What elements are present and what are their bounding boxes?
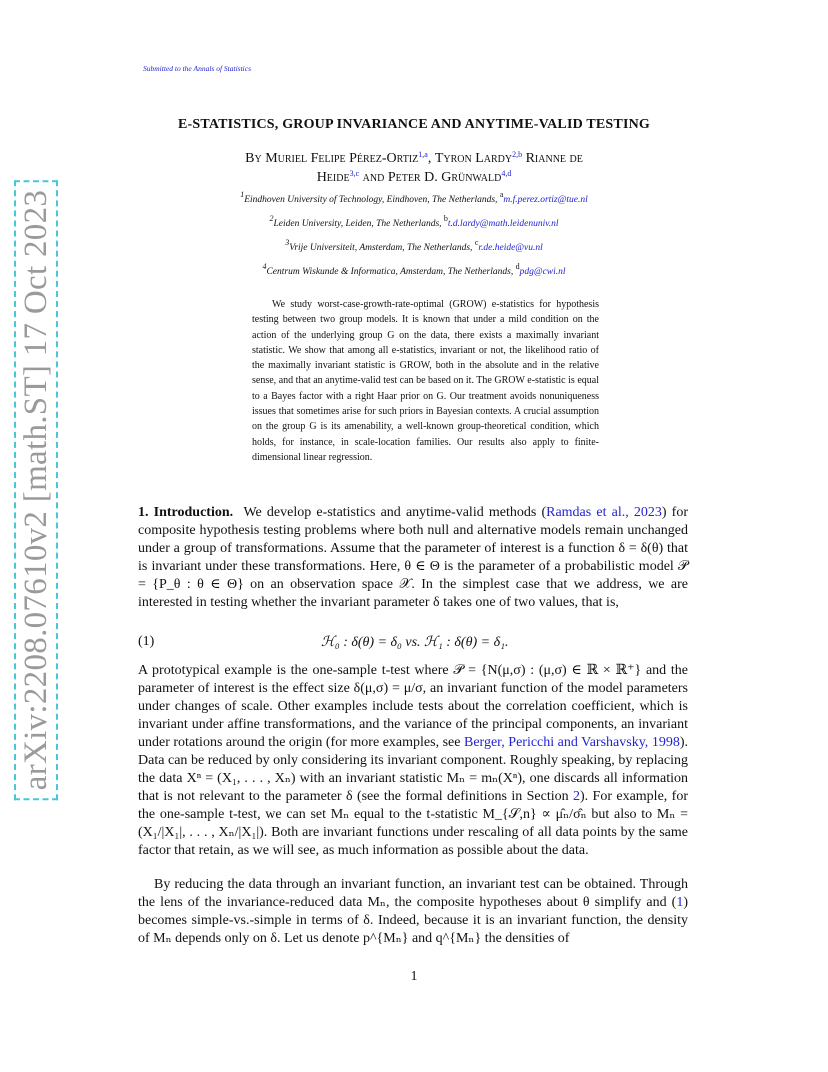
affiliation-3 — [100, 238, 728, 253]
affiliation-4-mark: d — [515, 262, 520, 271]
citation-ramdas[interactable]: Ramdas et al., 2023 — [546, 505, 662, 520]
intro-paragraph-3 — [138, 876, 688, 948]
intro-p2-text-b: ). Data can be reduced by only considering its invariant component. Roughly speaking, by replacing the data Xⁿ = (X₁, . . . , Xₙ) with an invariant statistic Mₙ = mₙ(Xⁿ), one discards all information that is not relevant to the parameter δ (see the formal definitions in Section — [138, 735, 688, 804]
author-1: Muriel Felipe Pérez-Ortiz — [265, 151, 419, 166]
affiliation-3-mark: c — [474, 238, 479, 247]
intro-p3-text-b: ) becomes simple-vs.-simple in terms of δ. Indeed, because it is an invariant function, the density of Mₙ depends only on δ. Let us denote p^{Mₙ} and q^{Mₙ} the densities of — [138, 895, 688, 946]
submitted-note: Submitted to the Annals of Statistics — [143, 64, 251, 73]
affiliation-4-text: Centrum Wiskunde & Informatica, Amsterdam, The Netherlands, — [266, 267, 514, 277]
section-ref-2[interactable]: 2 — [572, 789, 580, 804]
intro-paragraph-1 — [138, 504, 688, 612]
equation-1-number: (1) — [138, 634, 155, 649]
author-4-sup[interactable]: 4,d — [501, 169, 512, 178]
affiliation-4-email[interactable]: pdg@cwi.nl — [519, 267, 566, 277]
affiliation-2-email[interactable]: t.d.lardy@math.leidenuniv.nl — [447, 219, 559, 229]
author-2-sup[interactable]: 2,b — [512, 150, 523, 159]
abstract: We study worst-case-growth-rate-optimal (GROW) e-statistics for hypothesis testing between two group models. It is known that under a mild condition on the action of the underlying group G on the data, there exists a maximally invariant statistic. We show that among all e-statistics, invariant or not, the likelihood ratio of the maximally invariant statistic is GROW, both in the absolute and in the relative sense, and that an anytime-valid test can be based on it. The GROW e-statistic is equal to a Bayes factor with a right Haar prior on G. Our treatment avoids nonuniqueness issues that sometimes arise for such priors in Bayesian contexts. A crucial assumption on the group G is its amenability, a well-known group-theoretical condition, which holds, for instance, in scale-location families. Our results also apply to finite-dimensional linear regression. — [252, 299, 599, 463]
affiliation-1 — [100, 190, 728, 205]
by-word: By — [245, 151, 262, 166]
paper-title: E-STATISTICS, GROUP INVARIANCE AND ANYTIME-VALID TESTING — [177, 117, 651, 132]
intro-p2-text-c: ). For example, for the one-sample t-test, we can set Mₙ equal to the t-statistic M_{𝒮,n} ∝ μ̂ₙ/σ̂ₙ but also to Mₙ = (X₁/|X₁|, . . . , Xₙ/|X₁|). Both are invariant functions under rescaling of all data points by the same factor that retain, as we will see, as much information as possible about the data. — [138, 789, 688, 858]
affiliation-1-num: 1 — [240, 190, 245, 199]
affiliation-2-mark: b — [443, 214, 448, 223]
affiliation-3-num: 3 — [285, 238, 290, 247]
affiliation-1-email[interactable]: m.f.perez.ortiz@tue.nl — [503, 195, 588, 205]
intro-p3-text-a: By reducing the data through an invariant function, an invariant test can be obtained. Through the lens of the invariance-reduced data Mₙ, the composite hypotheses about θ simplify and ( — [138, 877, 688, 910]
affiliation-2 — [100, 214, 728, 229]
affiliation-3-text: Vrije Universiteit, Amsterdam, The Netherlands, — [289, 243, 473, 253]
section-heading: 1. Introduction. — [138, 505, 234, 520]
author-2: Tyron Lardy — [434, 151, 513, 166]
affiliation-2-text: Leiden University, Leiden, The Netherlands, — [273, 219, 442, 229]
intro-p1-text-b: ) for composite hypothesis testing problems where both null and alternative models remain unchanged under a group of transformations. Assume that the parameter of interest is a function δ = δ(θ) that is invariant under these transformations. Here, θ ∈ Θ is the parameter of a probabilistic model 𝒫 = {P_θ : θ ∈ Θ} on an observation space 𝒳. In the simplest case that we address, we are interested in testing whether the invariant parameter δ takes one of two values, that is, — [138, 505, 689, 610]
authors: By Muriel Felipe Pérez-Ortiz$^{1,a}$, Tyron Lardy$^{2,b}$ Rianne de Heide$^{3,c}$ and Peter D. Grünwald$^{4,d}$ — [245, 150, 583, 185]
intro-paragraph-2 — [138, 662, 688, 860]
author-4: Peter D. Grünwald — [387, 170, 502, 185]
author-1-sup[interactable]: 1,a — [418, 150, 428, 159]
affiliation-1-mark: a — [499, 190, 504, 199]
intro-p2-text-a: A prototypical example is the one-sample t-test where 𝒫 = {N(μ,σ) : (μ,σ) ∈ ℝ × ℝ⁺} and the parameter of interest is the effect size δ(μ,σ) = μ/σ, an invariant function of the model parameters under changes of scale. Other examples include tests about the correlation coefficient, which is invariant under affine transformations, and the variance of the principal components, an invariant under rotations around the origin (for more examples, see — [138, 663, 688, 750]
affiliation-4 — [100, 262, 728, 277]
author-3-sup[interactable]: 3,c — [349, 169, 360, 178]
equation-ref-1[interactable]: 1 — [676, 895, 684, 910]
affiliation-2-num: 2 — [269, 214, 274, 223]
affiliation-4-num: 4 — [262, 262, 267, 271]
citation-berger[interactable]: Berger, Pericchi and Varshavsky, 1998 — [463, 735, 680, 750]
author-3-last: Heide — [316, 170, 350, 185]
equation-1-body: ℋ₀ : δ(θ) = δ₀ vs. ℋ₁ : δ(θ) = δ₁. — [321, 635, 509, 650]
affiliation-1-text: Eindhoven University of Technology, Eindhoven, The Netherlands, — [244, 195, 498, 205]
arxiv-stamp-text: arXiv:2208.07610v2 [math.ST] 17 Oct 2023 — [14, 180, 58, 800]
author-3-first: Rianne de — [525, 151, 583, 166]
and-word: and — [362, 170, 385, 185]
affiliation-3-email[interactable]: r.de.heide@vu.nl — [478, 243, 543, 253]
arxiv-stamp — [0, 189, 72, 791]
intro-p1-text-a: We develop e-statistics and anytime-valid methods ( — [243, 505, 547, 520]
page-number: 1 — [410, 969, 418, 984]
